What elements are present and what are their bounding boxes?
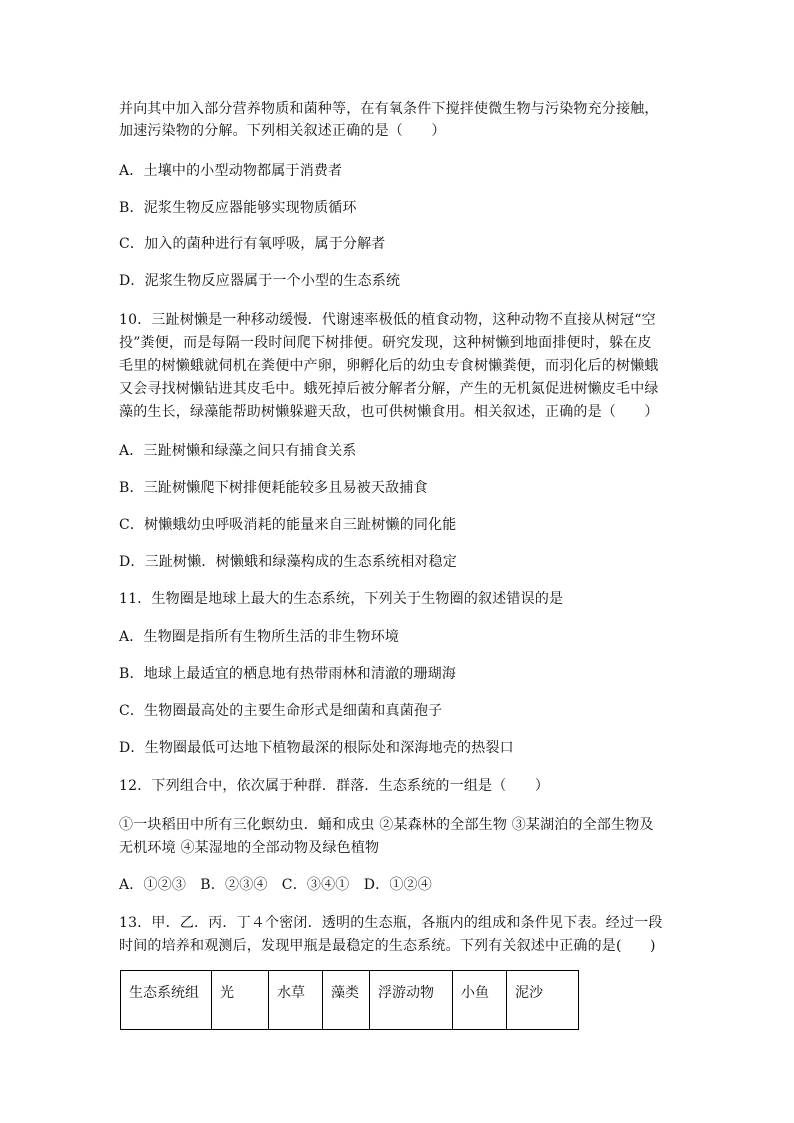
q9-stem-line-1: 并向其中加入部分营养物质和菌种等，在有氧条件下搅拌使微生物与污染物充分接触， [119, 101, 659, 117]
q12-items-line-1: ①一块稻田中所有三化螟幼虫．蛹和成虫 ②某森林的全部生物 ③某湖泊的全部生物及 [119, 817, 654, 833]
q10-stem-line-5: 藻的生长，绿藻能帮助树懒躲避天敌，也可供树懒食用。相关叙述，正确的是（ ） [119, 404, 659, 420]
q12-options: A．①②③ B．②③④ C．③④① D．①②④ [119, 877, 432, 893]
table-header-cell: 光 [212, 971, 269, 1030]
q10-stem-line-2: 投”粪便，而是每隔一段时间爬下树排便。研究发现，这种树懒到地面排便时，躲在皮 [119, 335, 652, 351]
q10-option-d: D．三趾树懒．树懒蛾和绿藻构成的生态系统相对稳定 [119, 554, 458, 570]
q10-stem-line-4: 又会寻找树懒钻进其皮毛中。蛾死掉后被分解者分解，产生的无机氮促进树懒皮毛中绿 [119, 381, 659, 397]
q10-option-a: A．三趾树懒和绿藻之间只有捕食关系 [119, 443, 357, 459]
q11-stem: 11．生物圈是地球上最大的生态系统，下列关于生物圈的叙述错误的是 [119, 591, 564, 607]
q9-stem-line-2: 加速污染物的分解。下列相关叙述正确的是（ ） [119, 123, 446, 139]
table-header-cell: 水草 [269, 971, 323, 1030]
q9-option-a: A．土壤中的小型动物都属于消费者 [119, 163, 343, 179]
q10-option-c: C．树懒蛾幼虫呼吸消耗的能量来自三趾树懒的同化能 [119, 517, 457, 533]
q9-option-b: B．泥浆生物反应器能够实现物质循环 [119, 200, 357, 216]
table-header-cell: 泥沙 [507, 971, 579, 1030]
q11-option-b: B．地球上最适宜的栖息地有热带雨林和清澈的珊瑚海 [119, 666, 457, 682]
table-header-cell: 小鱼 [453, 971, 507, 1030]
q11-option-d: D．生物圈最低可达地下植物最深的根际处和深海地壳的热裂口 [119, 740, 514, 756]
q13-stem-line-2: 时间的培养和观测后，发现甲瓶是最稳定的生态系统。下列有关叙述中正确的是( ) [119, 938, 656, 954]
q10-option-b: B．三趾树懒爬下树排便耗能较多且易被天敌捕食 [119, 480, 428, 496]
table-header-cell: 浮游动物 [370, 971, 453, 1030]
q11-option-c: C．生物圈最高处的主要生命形式是细菌和真菌孢子 [119, 703, 443, 719]
ecosystem-table [120, 970, 579, 1030]
q11-option-a: A．生物圈是指所有生物所生活的非生物环境 [119, 629, 400, 645]
table-header-cell: 生态系统组 [121, 971, 212, 1030]
q13-stem-line-1: 13．甲．乙．丙．丁４个密闭．透明的生态瓶，各瓶内的组成和条件见下表。经过一段 [119, 915, 663, 931]
table-header-cell: 藻类 [323, 971, 370, 1030]
q12-stem: 12．下列组合中，依次属于种群．群落．生态系统的一组是（ ） [119, 778, 550, 794]
q10-stem-line-3: 毛里的树懒蛾就伺机在粪便中产卵，卵孵化后的幼虫专食树懒粪便，而羽化后的树懒蛾 [119, 358, 659, 374]
table-header-row [121, 971, 579, 1030]
q10-stem-line-1: 10．三趾树懒是一种移动缓慢．代谢速率极低的植食动物，这种动物不直接从树冠“空 [119, 312, 656, 328]
q9-option-d: D．泥浆生物反应器属于一个小型的生态系统 [119, 273, 401, 289]
q12-items-line-2: 无机环境 ④某湿地的全部动物及绿色植物 [119, 840, 380, 856]
q9-option-c: C．加入的菌种进行有氧呼吸，属于分解者 [119, 236, 386, 252]
